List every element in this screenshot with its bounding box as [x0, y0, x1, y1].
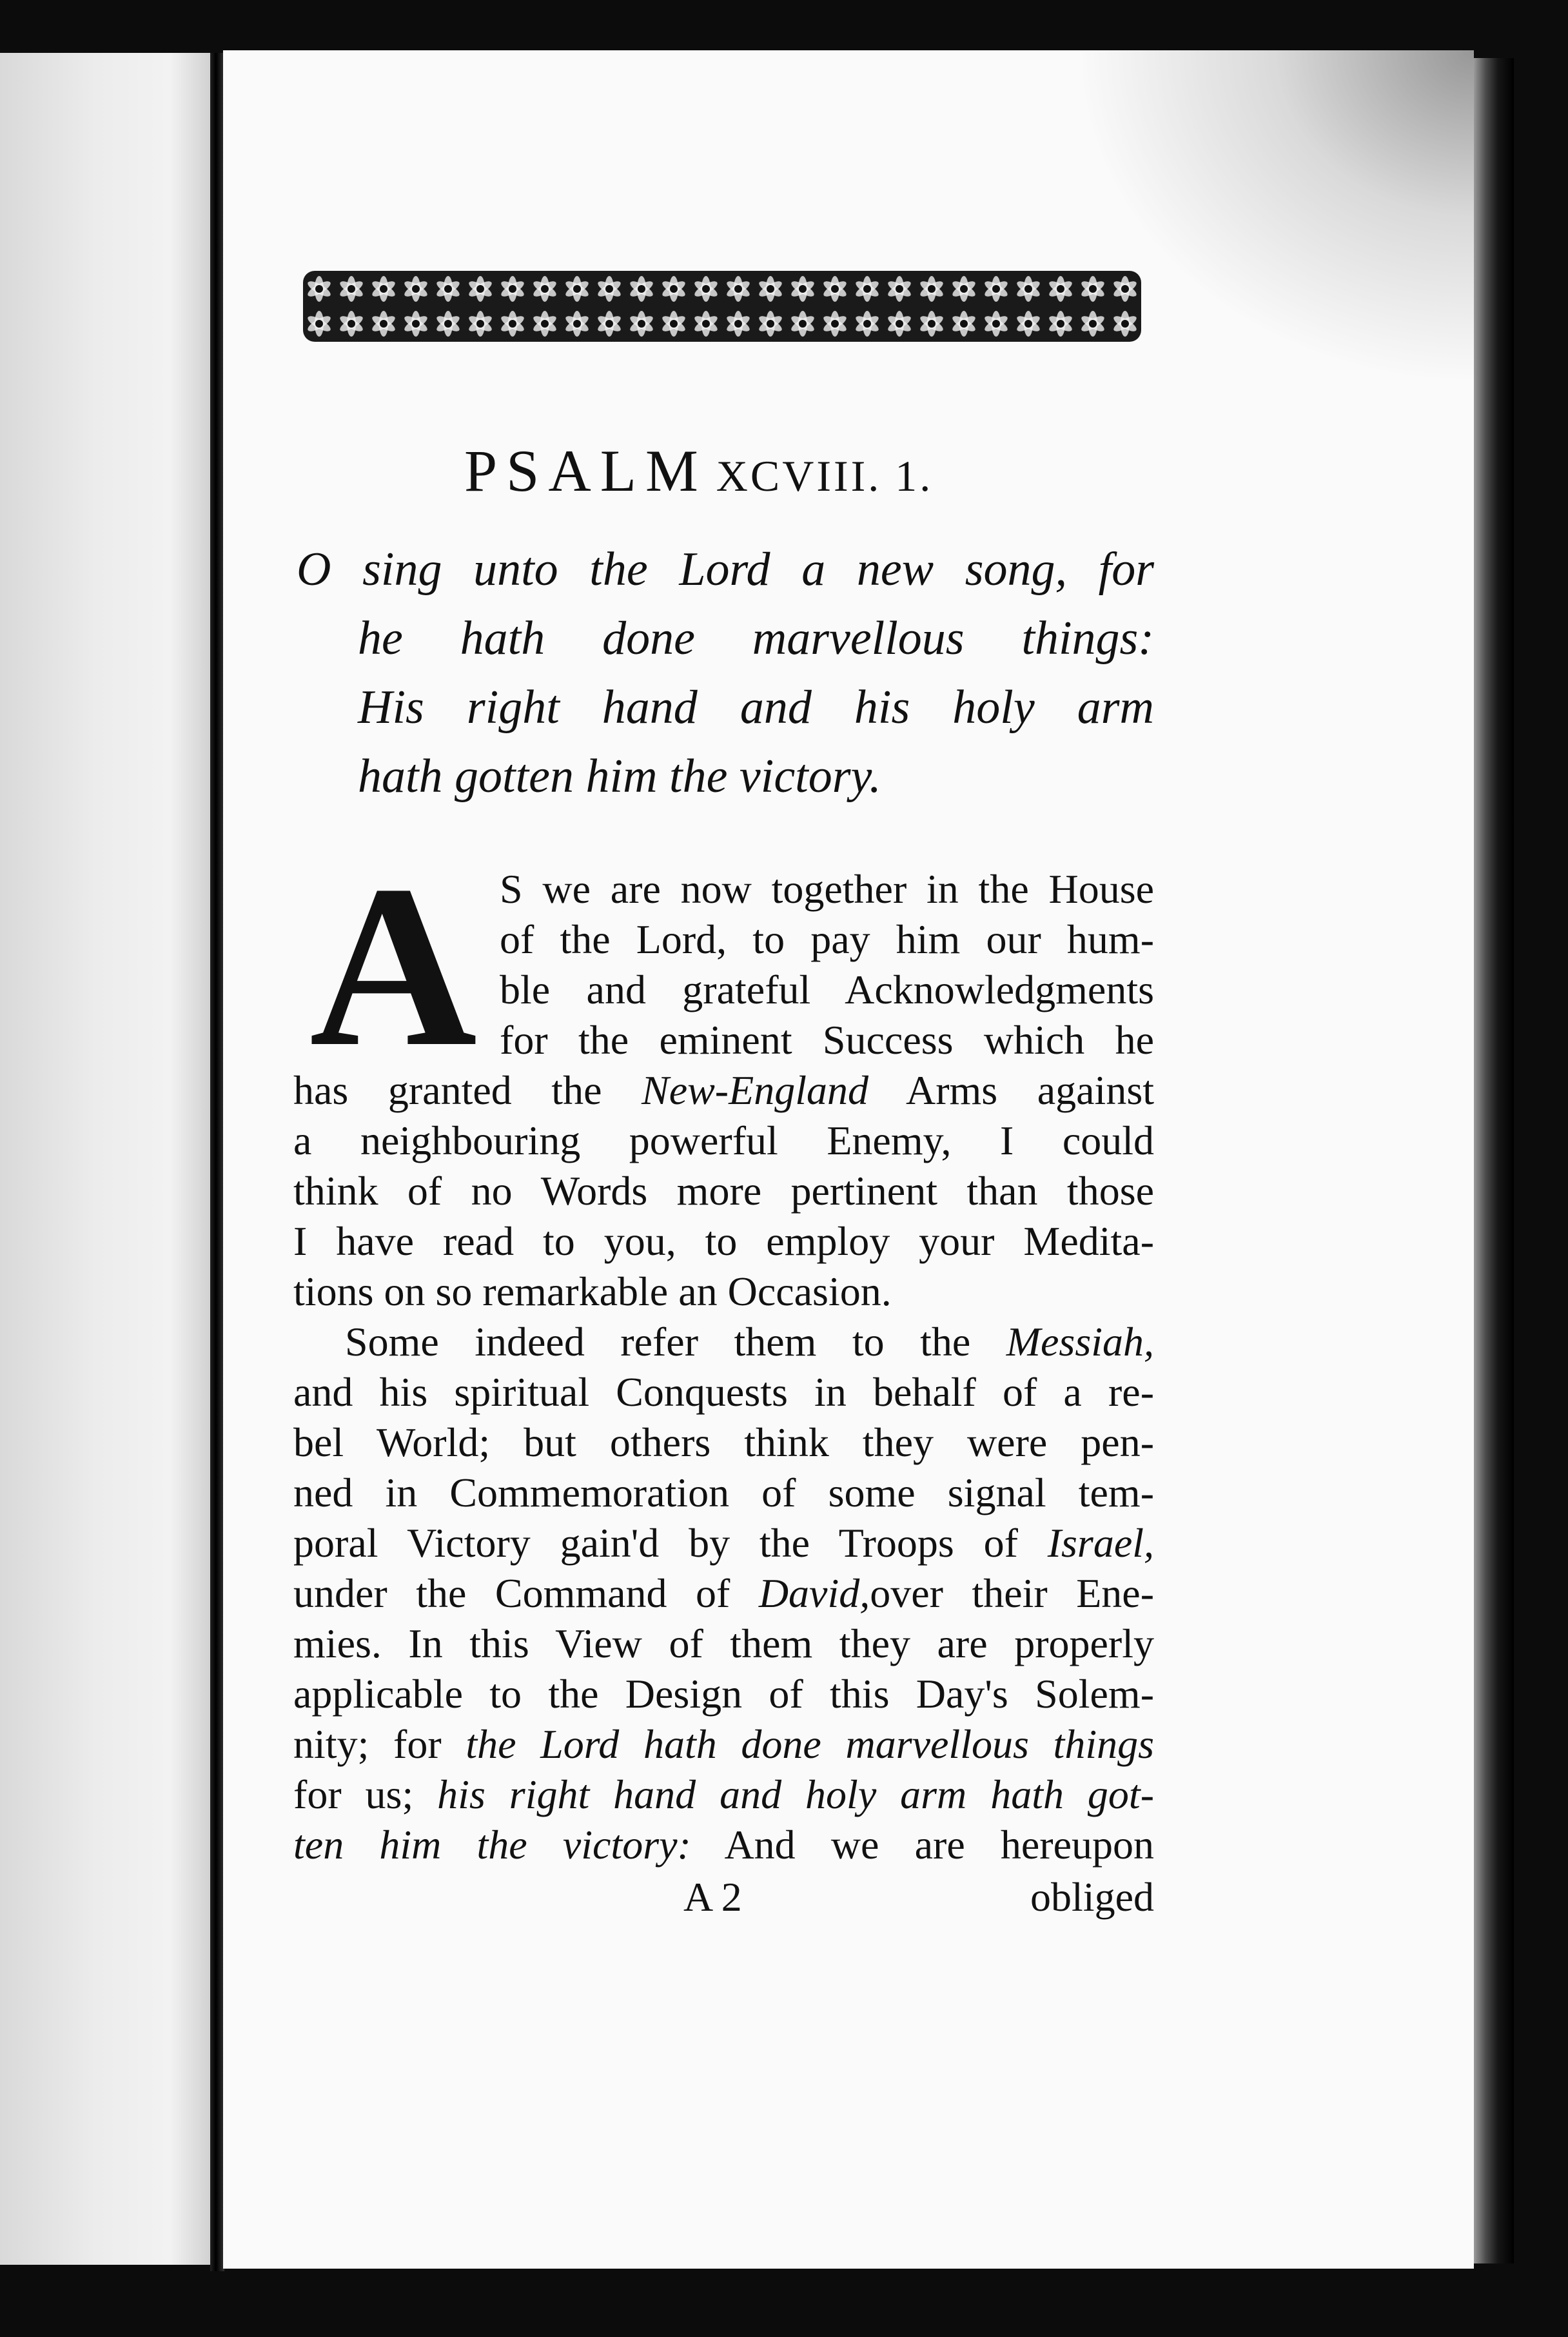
heading-reference: XCVIII. 1.: [716, 451, 934, 500]
text-line: [293, 1820, 1154, 1870]
text-line: [293, 1216, 1154, 1267]
text-line: [293, 1468, 1154, 1518]
text-segment: has granted the: [293, 1067, 642, 1113]
text-line: [293, 1619, 1154, 1669]
italic-segment: his right hand and holy arm hath got-: [437, 1771, 1155, 1817]
epigraph-line: O sing unto the Lord a new song, for: [297, 543, 1154, 596]
italic-segment: New-England: [642, 1067, 868, 1113]
italic-segment: ten him the victory:: [293, 1822, 691, 1868]
text-line: [293, 1116, 1154, 1166]
book-gutter: [210, 53, 224, 2271]
text-line: [293, 1317, 1154, 1367]
italic-segment: David,: [758, 1570, 870, 1616]
italic-segment: the Lord hath done marvellous things: [466, 1721, 1155, 1767]
text-line: [293, 1518, 1154, 1568]
heading-word: PSALM: [464, 438, 707, 504]
text-line: [293, 1568, 1154, 1619]
text-line: [293, 1065, 1154, 1116]
text-segment: ble and grateful Acknowledgments: [500, 967, 1154, 1012]
page-edge-shadow: [1474, 58, 1514, 2263]
page-footer: [683, 1873, 1154, 1931]
text-segment: mies. In this View of them they are properly: [293, 1621, 1154, 1666]
text-segment: Some indeed refer them to the: [345, 1319, 1006, 1365]
text-line: [293, 1166, 1154, 1216]
drop-cap: A: [309, 837, 477, 1094]
text-segment: for us;: [293, 1771, 438, 1817]
text-segment: for the eminent Success which he: [500, 1017, 1154, 1063]
text-segment: think of no Words more pertinent than those: [293, 1168, 1154, 1214]
psalm-heading: [0, 432, 1568, 509]
text-line: [293, 1719, 1154, 1770]
text-line: [293, 1267, 1154, 1317]
signature-mark: A 2: [683, 1874, 742, 1920]
text-segment: tions on so remarkable an Occasion.: [293, 1268, 892, 1314]
text-segment: poral Victory gain'd by the Troops of: [293, 1520, 1048, 1566]
text-line: [293, 1417, 1154, 1468]
epigraph-line: hath gotten him the victory.: [358, 750, 881, 803]
text-segment: over their Ene-: [870, 1570, 1154, 1616]
text-segment: And we are hereupon: [691, 1822, 1155, 1868]
left-page-fragment: [0, 53, 213, 2265]
epigraph-line: he hath done marvellous things:: [358, 612, 1154, 665]
catchword: obliged: [1030, 1874, 1154, 1920]
scripture-epigraph: [297, 535, 1154, 811]
sermon-body: [293, 837, 1155, 1870]
text-segment: nity; for: [293, 1721, 466, 1767]
text-segment: under the Command of: [293, 1570, 759, 1616]
text-segment: and his spiritual Conquests in behalf of a re-: [293, 1369, 1154, 1415]
italic-segment: Israel,: [1047, 1520, 1154, 1566]
text-segment: S we are now together in the House: [500, 866, 1154, 912]
text-segment: I have read to you, to employ your Medita-: [293, 1218, 1154, 1264]
italic-segment: Messiah,: [1006, 1319, 1154, 1365]
text-segment: of the Lord, to pay him our hum-: [500, 916, 1154, 962]
text-line: [293, 1770, 1154, 1820]
text-segment: applicable to the Design of this Day's Solem-: [293, 1671, 1154, 1717]
text-line: [293, 1367, 1154, 1417]
text-segment: bel World; but others think they were pen-: [293, 1419, 1154, 1465]
text-segment: a neighbouring powerful Enemy, I could: [293, 1118, 1154, 1163]
headpiece-ornament-icon: [303, 264, 1141, 348]
text-segment: ned in Commemoration of some signal tem-: [293, 1470, 1154, 1515]
text-segment: Arms against: [868, 1067, 1154, 1113]
text-line: [293, 1669, 1154, 1719]
epigraph-line: His right hand and his holy arm: [358, 681, 1154, 734]
